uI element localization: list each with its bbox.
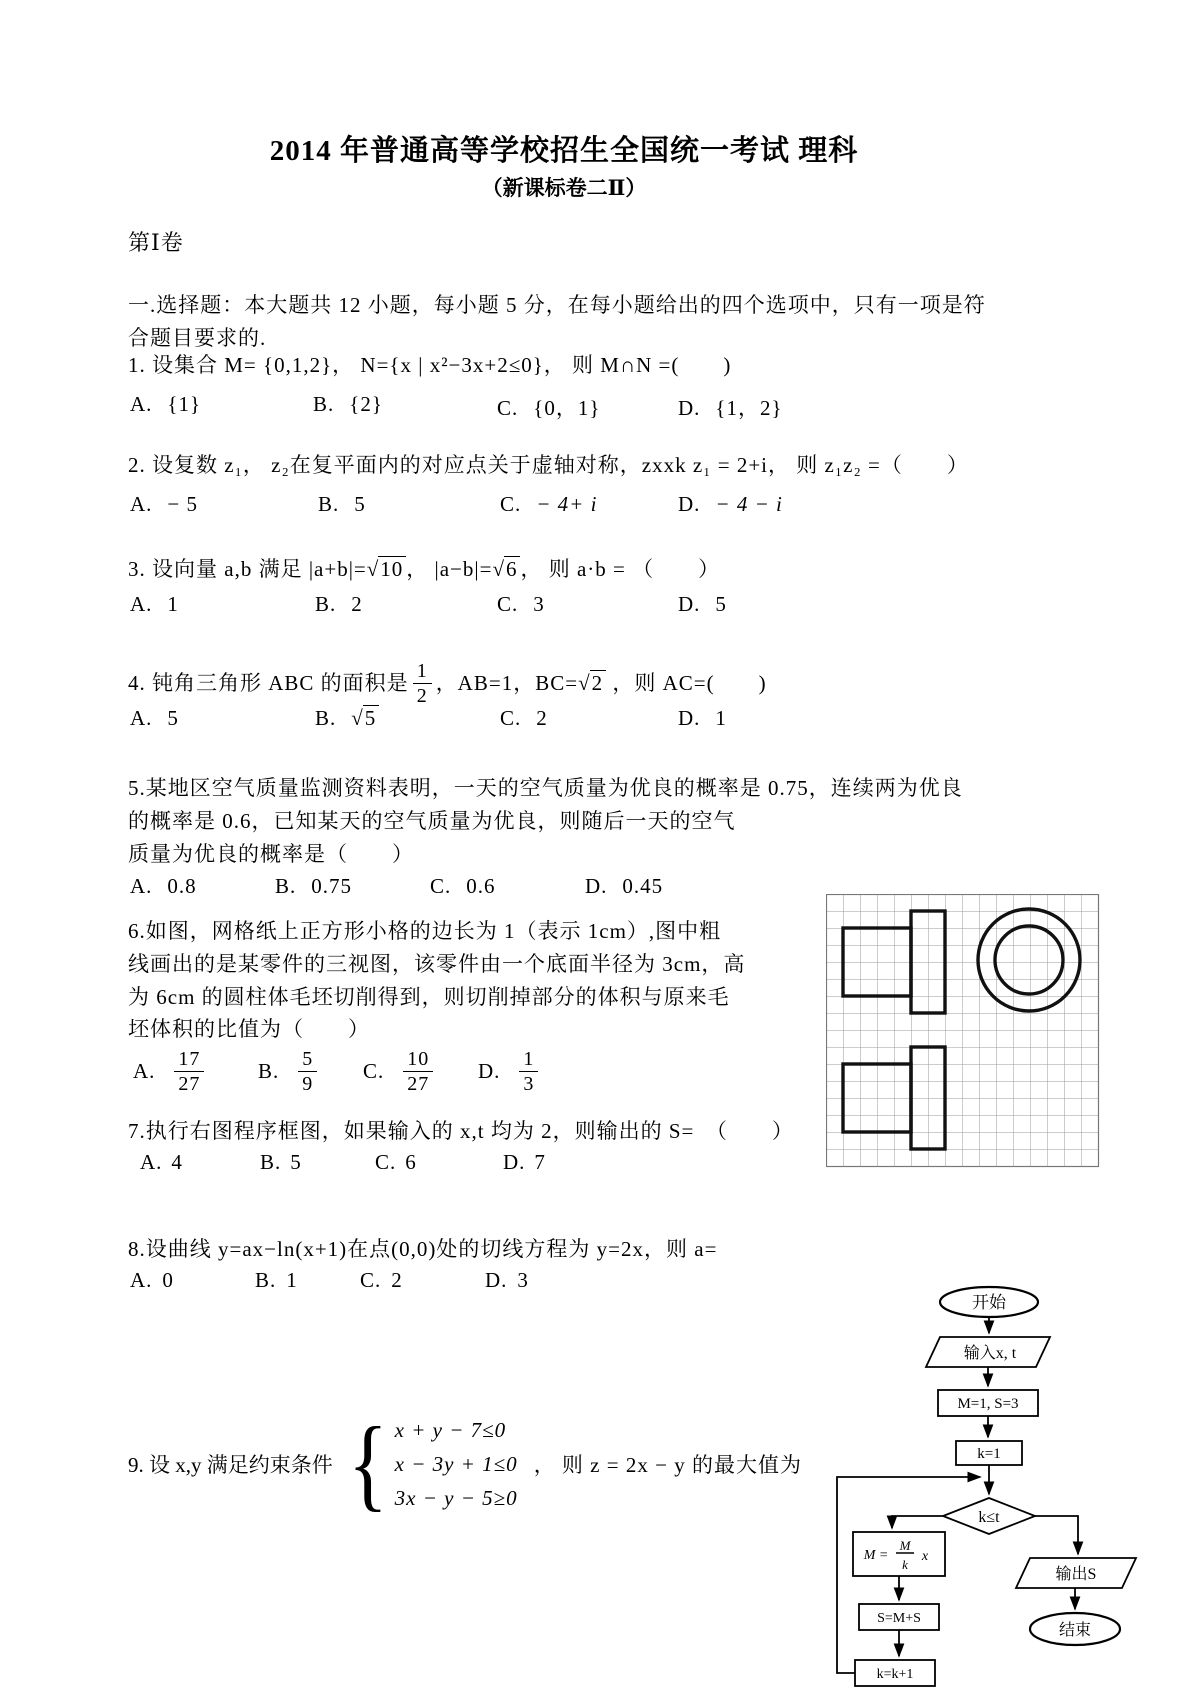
s-assign-label: S=M+S bbox=[877, 1611, 921, 1626]
q6-options bbox=[0, 1048, 1200, 1095]
q3-option-d: D. 5 bbox=[678, 592, 727, 616]
q6-option-a: A. $\frac{17}{27}$ bbox=[133, 1048, 208, 1095]
q6-option-c: C. $\frac{10}{27}$ bbox=[363, 1048, 437, 1095]
q1-option-a: A. {1} bbox=[130, 392, 202, 416]
q2-option-d: D. − 4 − i bbox=[678, 492, 783, 516]
q4-option-a: A. 5 bbox=[130, 706, 179, 730]
page-subtitle: （新课标卷二Ⅱ） bbox=[481, 176, 647, 200]
q5-option-a: A. 0.8 bbox=[130, 874, 197, 898]
q2-stem: 2. 设复数 z₁， z₂在复平面内的对应点关于虚轴对称，zxxk z₁ = 2+i， 则 z₁z₂ =（ ） bbox=[128, 453, 969, 477]
q5-option-b: B. 0.75 bbox=[275, 874, 353, 898]
q6-option-b: B. $\frac{5}{9}$ bbox=[258, 1048, 321, 1095]
q9-constraint-2: x − 3y + 1≤0 bbox=[394, 1452, 518, 1476]
q4-stem: 4. 钝角三角形 ABC 的面积是 $\frac{1}{2}$ ，AB=1，BC=√2 ，则 AC=( ) bbox=[128, 660, 767, 707]
yes-branch-connector bbox=[892, 1516, 943, 1528]
m-assign-numerator: M bbox=[899, 1538, 911, 1553]
q7-stem: 7.执行右图程序框图，如果输入的 x,t 均为 2，则输出的 S= （ ） bbox=[128, 1119, 794, 1143]
q8-option-a: A. 0 bbox=[130, 1268, 174, 1292]
q8-stem: 8.设曲线 y=ax−ln(x+1)在点(0,0)处的切线方程为 y=2x，则 a= bbox=[128, 1237, 718, 1261]
program-flowchart bbox=[768, 1272, 1172, 1698]
q7-option-a: A. 4 bbox=[140, 1150, 183, 1174]
page-title: 2014 年普通高等学校招生全国统一考试 理科 bbox=[269, 135, 859, 167]
q7-option-b: B. 5 bbox=[260, 1150, 302, 1174]
q2-options bbox=[0, 492, 1200, 522]
q6-line-4: 坯体积的比值为（ ） bbox=[128, 1017, 370, 1041]
q9-constraints bbox=[395, 1413, 518, 1515]
q4-option-c: C. 2 bbox=[500, 706, 548, 730]
q8-option-c: C. 2 bbox=[360, 1268, 403, 1292]
fraction: $\frac{5}{9}$ bbox=[298, 1048, 317, 1095]
q1-option-d: D. {1，2} bbox=[678, 396, 783, 420]
q7-option-c: C. 6 bbox=[375, 1150, 417, 1174]
intro-line-2: 合题目要求的. bbox=[128, 326, 267, 350]
radical-icon: √ bbox=[492, 557, 505, 581]
input-label: 输入x, t bbox=[963, 1345, 1017, 1362]
section-label: 第Ⅰ卷 bbox=[128, 230, 184, 255]
q6-line-1: 6.如图，网格纸上正方形小格的边长为 1（表示 1cm）,图中粗 bbox=[128, 919, 722, 943]
fraction: $\frac{10}{27}$ bbox=[403, 1048, 433, 1095]
q4-options bbox=[0, 706, 1200, 736]
condition-label: k≤t bbox=[978, 1509, 1000, 1526]
start-label: 开始 bbox=[972, 1293, 1006, 1312]
q8-option-d: D. 3 bbox=[485, 1268, 529, 1292]
q9-constraint-3: 3x − y − 5≥0 bbox=[394, 1486, 518, 1510]
q9-stem bbox=[128, 1406, 802, 1521]
q3-option-a: A. 1 bbox=[130, 592, 179, 616]
q9-constraint-1: x + y − 7≤0 bbox=[394, 1418, 507, 1442]
q3-option-c: C. 3 bbox=[497, 592, 545, 616]
k-increment-label: k=k+1 bbox=[876, 1667, 914, 1682]
q1-option-c: C. {0，1} bbox=[497, 396, 601, 420]
q6-line-2: 线画出的是某零件的三视图，该零件由一个底面半径为 3cm，高 bbox=[128, 952, 746, 976]
end-label: 结束 bbox=[1058, 1622, 1092, 1639]
q6-option-d: D. $\frac{1}{3}$ bbox=[478, 1048, 542, 1095]
q5-line-2: 的概率是 0.6，已知某天的空气质量为优良，则随后一天的空气 bbox=[128, 809, 736, 833]
k-init-label: k=1 bbox=[977, 1446, 1001, 1462]
system-brace: { bbox=[347, 1406, 388, 1521]
q9-pre-text: 9. 设 x,y 满足约束条件 bbox=[128, 1453, 333, 1477]
q7-option-d: D. 7 bbox=[503, 1150, 546, 1174]
m-assign-lhs: M = bbox=[863, 1548, 889, 1563]
fraction: $\frac{17}{27}$ bbox=[174, 1048, 204, 1095]
q4-option-d: D. 1 bbox=[678, 706, 727, 730]
q3-options bbox=[0, 592, 1200, 622]
q2-option-a: A. − 5 bbox=[130, 492, 199, 516]
q5-option-d: D. 0.45 bbox=[585, 874, 664, 898]
q4-option-b: B. √5 bbox=[315, 706, 379, 731]
init-label: M=1, S=3 bbox=[957, 1396, 1019, 1412]
m-assign-variable: x bbox=[921, 1549, 929, 1564]
q3-option-b: B. 2 bbox=[315, 592, 363, 616]
grid-paper bbox=[827, 895, 1099, 1167]
fraction: $\frac{1}{2}$ bbox=[413, 660, 432, 707]
q2-option-b: B. 5 bbox=[318, 492, 366, 516]
fraction: $\frac{1}{3}$ bbox=[519, 1048, 538, 1095]
no-branch-connector bbox=[1035, 1516, 1078, 1554]
q2-option-c: C. − 4+ i bbox=[500, 492, 598, 516]
q1-options bbox=[0, 392, 1200, 422]
intro-line-1: 一.选择题：本大题共 12 小题，每小题 5 分，在每小题给出的四个选项中，只有一项是符 bbox=[128, 293, 986, 317]
radical-icon: √ bbox=[366, 557, 380, 581]
q5-line-3: 质量为优良的概率是（ ） bbox=[128, 842, 414, 866]
q5-option-c: C. 0.6 bbox=[430, 874, 496, 898]
q6-line-3: 为 6cm 的圆柱体毛坯切削得到，则切削掉部分的体积与原来毛 bbox=[128, 985, 730, 1009]
radical-icon: √ bbox=[351, 706, 364, 730]
q9-post-text: ， 则 z = 2x − y 的最大值为 bbox=[533, 1453, 802, 1477]
q7-options bbox=[0, 1150, 1200, 1180]
q3-stem: 3. 设向量 a,b 满足 |a+b|=√10 ， |a−b|=√6 ， 则 a·b = （ ） bbox=[128, 557, 721, 581]
q5-line-1: 5.某地区空气质量监测资料表明，一天的空气质量为优良的概率是 0.75，连续两为优良 bbox=[128, 776, 963, 800]
radical-icon: √ bbox=[578, 671, 591, 695]
q1-option-b: B. {2} bbox=[313, 392, 383, 416]
loop-back-connector bbox=[837, 1477, 980, 1673]
q1-stem: 1. 设集合 M= {0,1,2}， N={x | x²−3x+2≤0}， 则 M∩N =( ) bbox=[128, 353, 732, 377]
three-view-grid-figure bbox=[826, 894, 1100, 1168]
m-assign-denominator: k bbox=[902, 1557, 908, 1572]
output-label: 输出S bbox=[1055, 1566, 1097, 1583]
q8-option-b: B. 1 bbox=[255, 1268, 298, 1292]
